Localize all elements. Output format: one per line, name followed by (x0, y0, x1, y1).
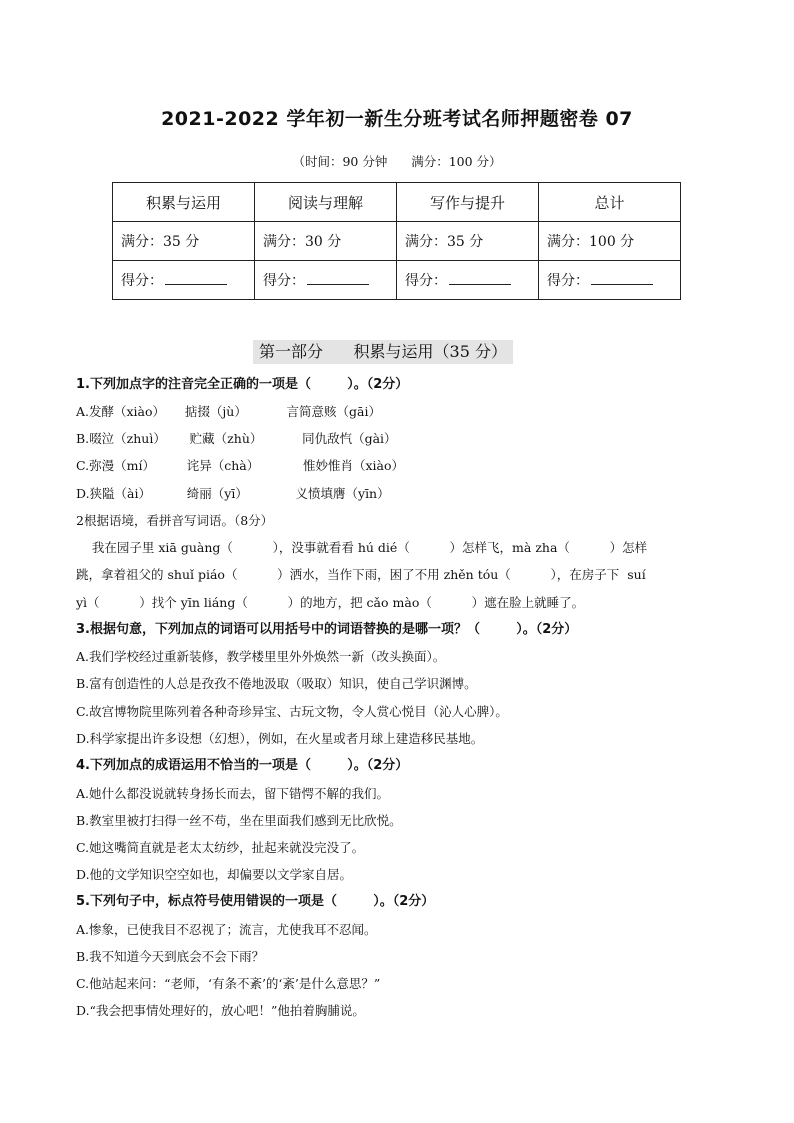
score-blank[interactable] (591, 272, 653, 285)
question-3-option-d: D.科学家提出许多设想（幻想），例如，在火星或者月球上建造移民基地。 (76, 731, 484, 746)
full-marks-cell: 满分：35 分 (397, 222, 539, 261)
question-2-stem: 2根据语境，看拼音写词语。（8分） (76, 513, 274, 528)
question-4-option-b: B.教室里被打扫得一丝不苟，坐在里面我们感到无比欣悦。 (76, 813, 402, 828)
question-5-option-a: A.惨象，已使我目不忍视了；流言，尤使我耳不忍闻。 (76, 922, 377, 937)
section-heading: 第一部分 积累与运用（35 分） (253, 340, 513, 364)
score-label: 得分： (547, 273, 589, 289)
score-label: 得分： (405, 273, 447, 289)
full-marks-cell: 满分：100 分 (539, 222, 681, 261)
score-table-header-row (113, 183, 681, 222)
score-table-header: 阅读与理解 (255, 183, 397, 222)
question-5-option-d: D.“我会把事情处理好的，放心吧！”他拍着胸脯说。 (76, 1003, 365, 1018)
score-table (112, 182, 681, 300)
score-cell[interactable] (539, 261, 681, 300)
score-label: 得分： (263, 273, 305, 289)
score-cell[interactable] (255, 261, 397, 300)
question-5-stem: 5.下列句子中，标点符号使用错误的一项是（ ）。（2分） (76, 894, 435, 909)
question-4-stem: 4.下列加点的成语运用不恰当的一项是（ ）。（2分） (76, 758, 409, 773)
question-3-option-a: A.我们学校经过重新装修，教学楼里里外外焕然一新（改头换面）。 (76, 649, 446, 664)
score-table-header: 积累与运用 (113, 183, 255, 222)
full-marks-cell: 满分：30 分 (255, 222, 397, 261)
question-1-option-b: B.啜泣（zhuì） 贮藏（zhù） 同仇敌忾（gài） (76, 431, 397, 446)
score-blank[interactable] (307, 272, 369, 285)
question-3-option-c: C.故宫博物院里陈列着各种奇珍异宝、古玩文物，令人赏心悦目（沁人心脾）。 (76, 704, 508, 719)
score-label: 得分： (121, 273, 163, 289)
question-5-option-b: B.我不知道今天到底会不会下雨？ (76, 949, 265, 964)
question-5-option-c: C.他站起来问：“老师，‘有条不紊’的‘紊’是什么意思？” (76, 976, 381, 991)
score-blank[interactable] (449, 272, 511, 285)
question-2-line-1: 我在园子里 xiā guàng（ ），没事就看看 hú dié（ ）怎样飞，mà zha（ ）怎样 (76, 540, 648, 555)
full-marks-row (113, 222, 681, 261)
question-4-option-a: A.她什么都没说就转身扬长而去，留下错愕不解的我们。 (76, 786, 390, 801)
score-row (113, 261, 681, 300)
score-table-header: 写作与提升 (397, 183, 539, 222)
question-1-option-d: D.狭隘（ài） 绮丽（yī） 义愤填膺（yīn） (76, 486, 390, 501)
full-marks-cell: 满分：35 分 (113, 222, 255, 261)
question-2-line-3: yì（ ）找个 yīn liáng（ ）的地方，把 cǎo mào（ ）遮在脸上就睡了。 (76, 595, 585, 610)
question-1-option-a: A.发酵（xiào） 掂掇（jù） 言简意赅（gāi） (76, 404, 382, 419)
question-1-option-c: C.弥漫（mí） 诧异（chà） 惟妙惟肖（xiào） (76, 458, 404, 473)
score-table-header: 总计 (539, 183, 681, 222)
score-cell[interactable] (397, 261, 539, 300)
score-blank[interactable] (165, 272, 227, 285)
question-2-line-2: 跳，拿着祖父的 shuǐ piáo（ ）洒水，当作下雨，困了不用 zhěn tóu（ ），在房子下 suí (76, 567, 646, 582)
question-4-option-d: D.他的文学知识空空如也，却偏要以文学家自居。 (76, 867, 353, 882)
question-3-option-b: B.富有创造性的人总是孜孜不倦地汲取（吸取）知识，使自己学识渊博。 (76, 676, 477, 691)
question-1-stem: 1.下列加点字的注音完全正确的一项是（ ）。（2分） (76, 377, 409, 392)
page-title: 2021-2022 学年初一新生分班考试名师押题密卷 07 (161, 108, 633, 130)
question-3-stem: 3.根据句意，下列加点的词语可以用括号中的词语替换的是哪一项？（ ）。（2分） (76, 622, 578, 637)
question-4-option-c: C.她这嘴简直就是老太太纺纱，扯起来就没完没了。 (76, 840, 365, 855)
score-cell[interactable] (113, 261, 255, 300)
exam-info: （时间：90 分钟 满分：100 分） (292, 154, 502, 169)
